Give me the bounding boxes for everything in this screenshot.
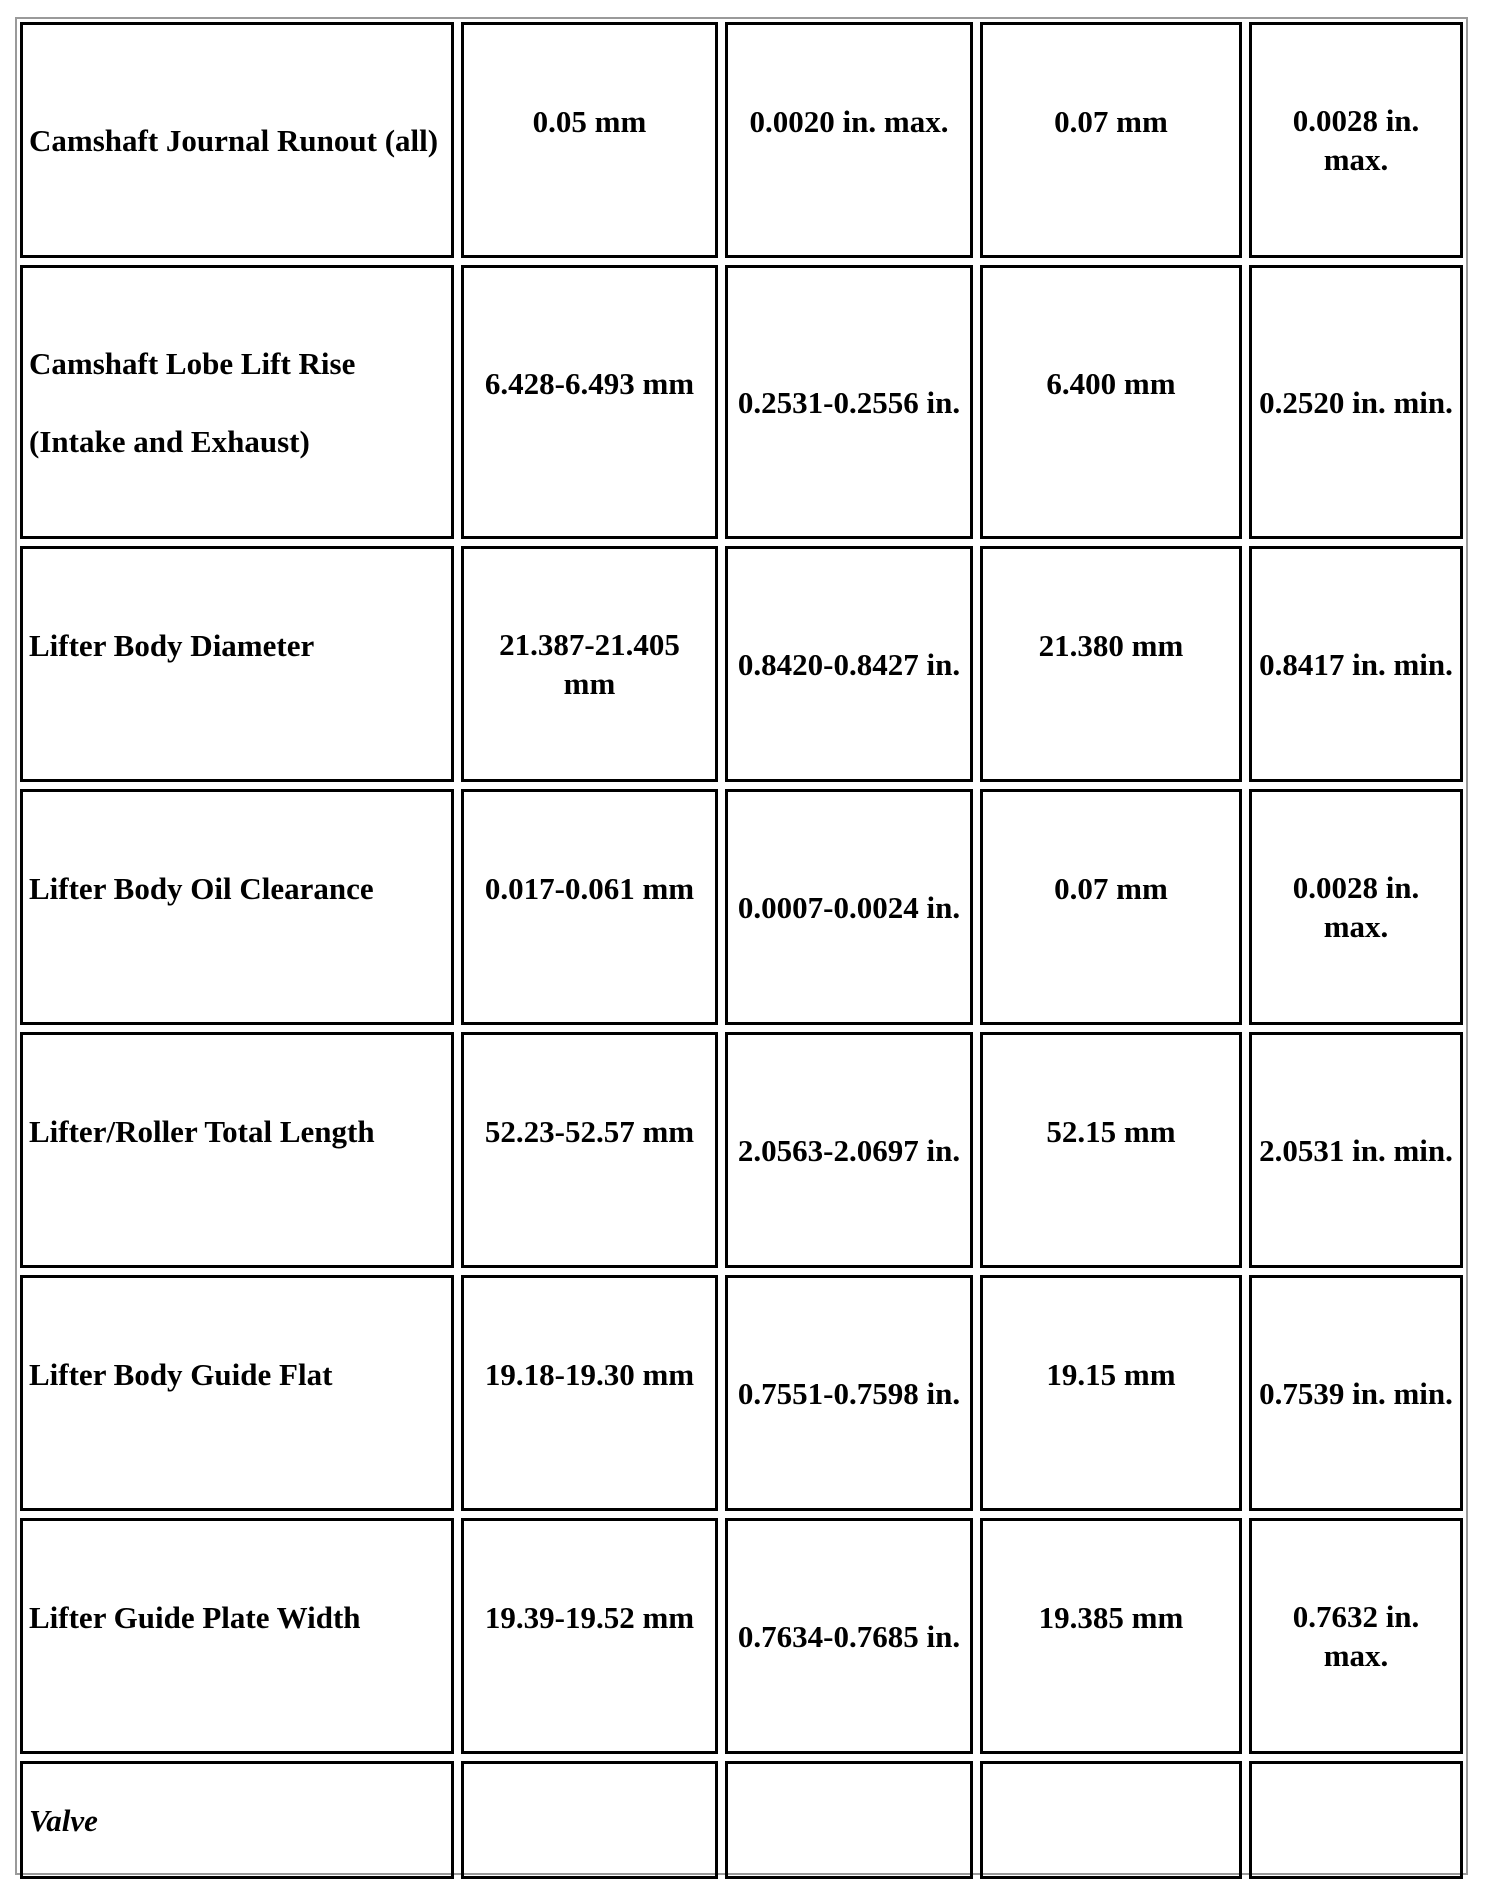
metric-standard-cell: 21.387-21.405 mm	[461, 546, 718, 782]
inch-standard-cell: 0.7551-0.7598 in.	[725, 1275, 973, 1511]
cell-value: Lifter Guide Plate Width	[29, 1599, 361, 1635]
table-row	[20, 546, 1463, 782]
table-row	[20, 1518, 1463, 1754]
table-row	[20, 1761, 1463, 1879]
inch-limit-cell: 0.7632 in. max.	[1249, 1518, 1463, 1754]
metric-limit-cell	[980, 1032, 1242, 1268]
spec-name-cell: Camshaft Journal Runout (all)	[20, 22, 454, 258]
inch-limit-cell: 2.0531 in. min.	[1249, 1032, 1463, 1268]
table-row	[20, 1275, 1463, 1511]
spec-name-cell	[20, 1032, 454, 1268]
spec-name-cell	[20, 1275, 454, 1511]
spec-name-cell	[20, 546, 454, 782]
cell-value: 52.15 mm	[1046, 1113, 1176, 1149]
cell-value: 19.39-19.52 mm	[484, 1599, 695, 1635]
cell-value: 6.400 mm	[1046, 365, 1176, 401]
line-gap	[29, 383, 445, 422]
metric-standard-cell	[461, 1761, 718, 1879]
cell-value: Lifter Body Diameter	[29, 627, 315, 663]
metric-standard-cell	[461, 1518, 718, 1754]
cell-value: 19.15 mm	[1046, 1356, 1176, 1392]
spec-name-cell	[20, 789, 454, 1025]
metric-limit-cell	[980, 265, 1242, 539]
cell-value: 21.380 mm	[1038, 627, 1184, 663]
cell-value: 19.18-19.30 mm	[484, 1356, 695, 1392]
metric-limit-cell	[980, 22, 1242, 258]
table-row	[20, 789, 1463, 1025]
cell-value: 0.017-0.061 mm	[484, 870, 695, 906]
spec-name-line: Camshaft Lobe Lift Rise	[29, 345, 356, 381]
cell-value: 0.07 mm	[1054, 103, 1168, 139]
metric-limit-cell	[980, 1761, 1242, 1879]
spec-name-cell	[20, 1518, 454, 1754]
inch-standard-cell: 0.2531-0.2556 in.	[725, 265, 973, 539]
table-row	[20, 22, 1463, 258]
inch-limit-cell: 0.0028 in. max.	[1249, 789, 1463, 1025]
cell-value: 52.23-52.57 mm	[484, 1113, 695, 1149]
inch-standard-cell	[725, 1761, 973, 1879]
cell-value: Lifter/Roller Total Length	[29, 1113, 375, 1149]
inch-standard-cell	[725, 22, 973, 258]
cell-value: 6.428-6.493 mm	[484, 365, 695, 401]
inch-standard-cell: 0.8420-0.8427 in.	[725, 546, 973, 782]
cell-value: Lifter Body Guide Flat	[29, 1356, 333, 1392]
specification-table	[13, 15, 1470, 1886]
metric-limit-cell	[980, 1275, 1242, 1511]
inch-limit-cell: 0.8417 in. min.	[1249, 546, 1463, 782]
inch-limit-cell: 0.0028 in. max.	[1249, 22, 1463, 258]
metric-standard-cell	[461, 22, 718, 258]
table-row	[20, 265, 1463, 539]
metric-limit-cell	[980, 546, 1242, 782]
metric-limit-cell	[980, 789, 1242, 1025]
inch-limit-cell: 0.2520 in. min.	[1249, 265, 1463, 539]
inch-standard-cell: 2.0563-2.0697 in.	[725, 1032, 973, 1268]
cell-value: 0.05 mm	[532, 103, 647, 139]
inch-standard-cell: 0.0007-0.0024 in.	[725, 789, 973, 1025]
cell-value: 0.07 mm	[1054, 870, 1168, 906]
cell-value: 19.385 mm	[1038, 1599, 1184, 1635]
metric-standard-cell	[461, 1275, 718, 1511]
inch-limit-cell: 0.7539 in. min.	[1249, 1275, 1463, 1511]
section-heading-cell: Valve	[20, 1761, 454, 1879]
metric-standard-cell	[461, 789, 718, 1025]
spec-table-frame	[15, 17, 1468, 1875]
metric-standard-cell	[461, 1032, 718, 1268]
cell-value: 0.0020 in. max.	[749, 103, 949, 139]
spec-name-line: (Intake and Exhaust)	[29, 423, 310, 459]
inch-limit-cell	[1249, 1761, 1463, 1879]
table-row	[20, 1032, 1463, 1268]
spec-name-cell	[20, 265, 454, 539]
inch-standard-cell: 0.7634-0.7685 in.	[725, 1518, 973, 1754]
metric-standard-cell	[461, 265, 718, 539]
cell-value: Lifter Body Oil Clearance	[29, 870, 374, 906]
metric-limit-cell	[980, 1518, 1242, 1754]
